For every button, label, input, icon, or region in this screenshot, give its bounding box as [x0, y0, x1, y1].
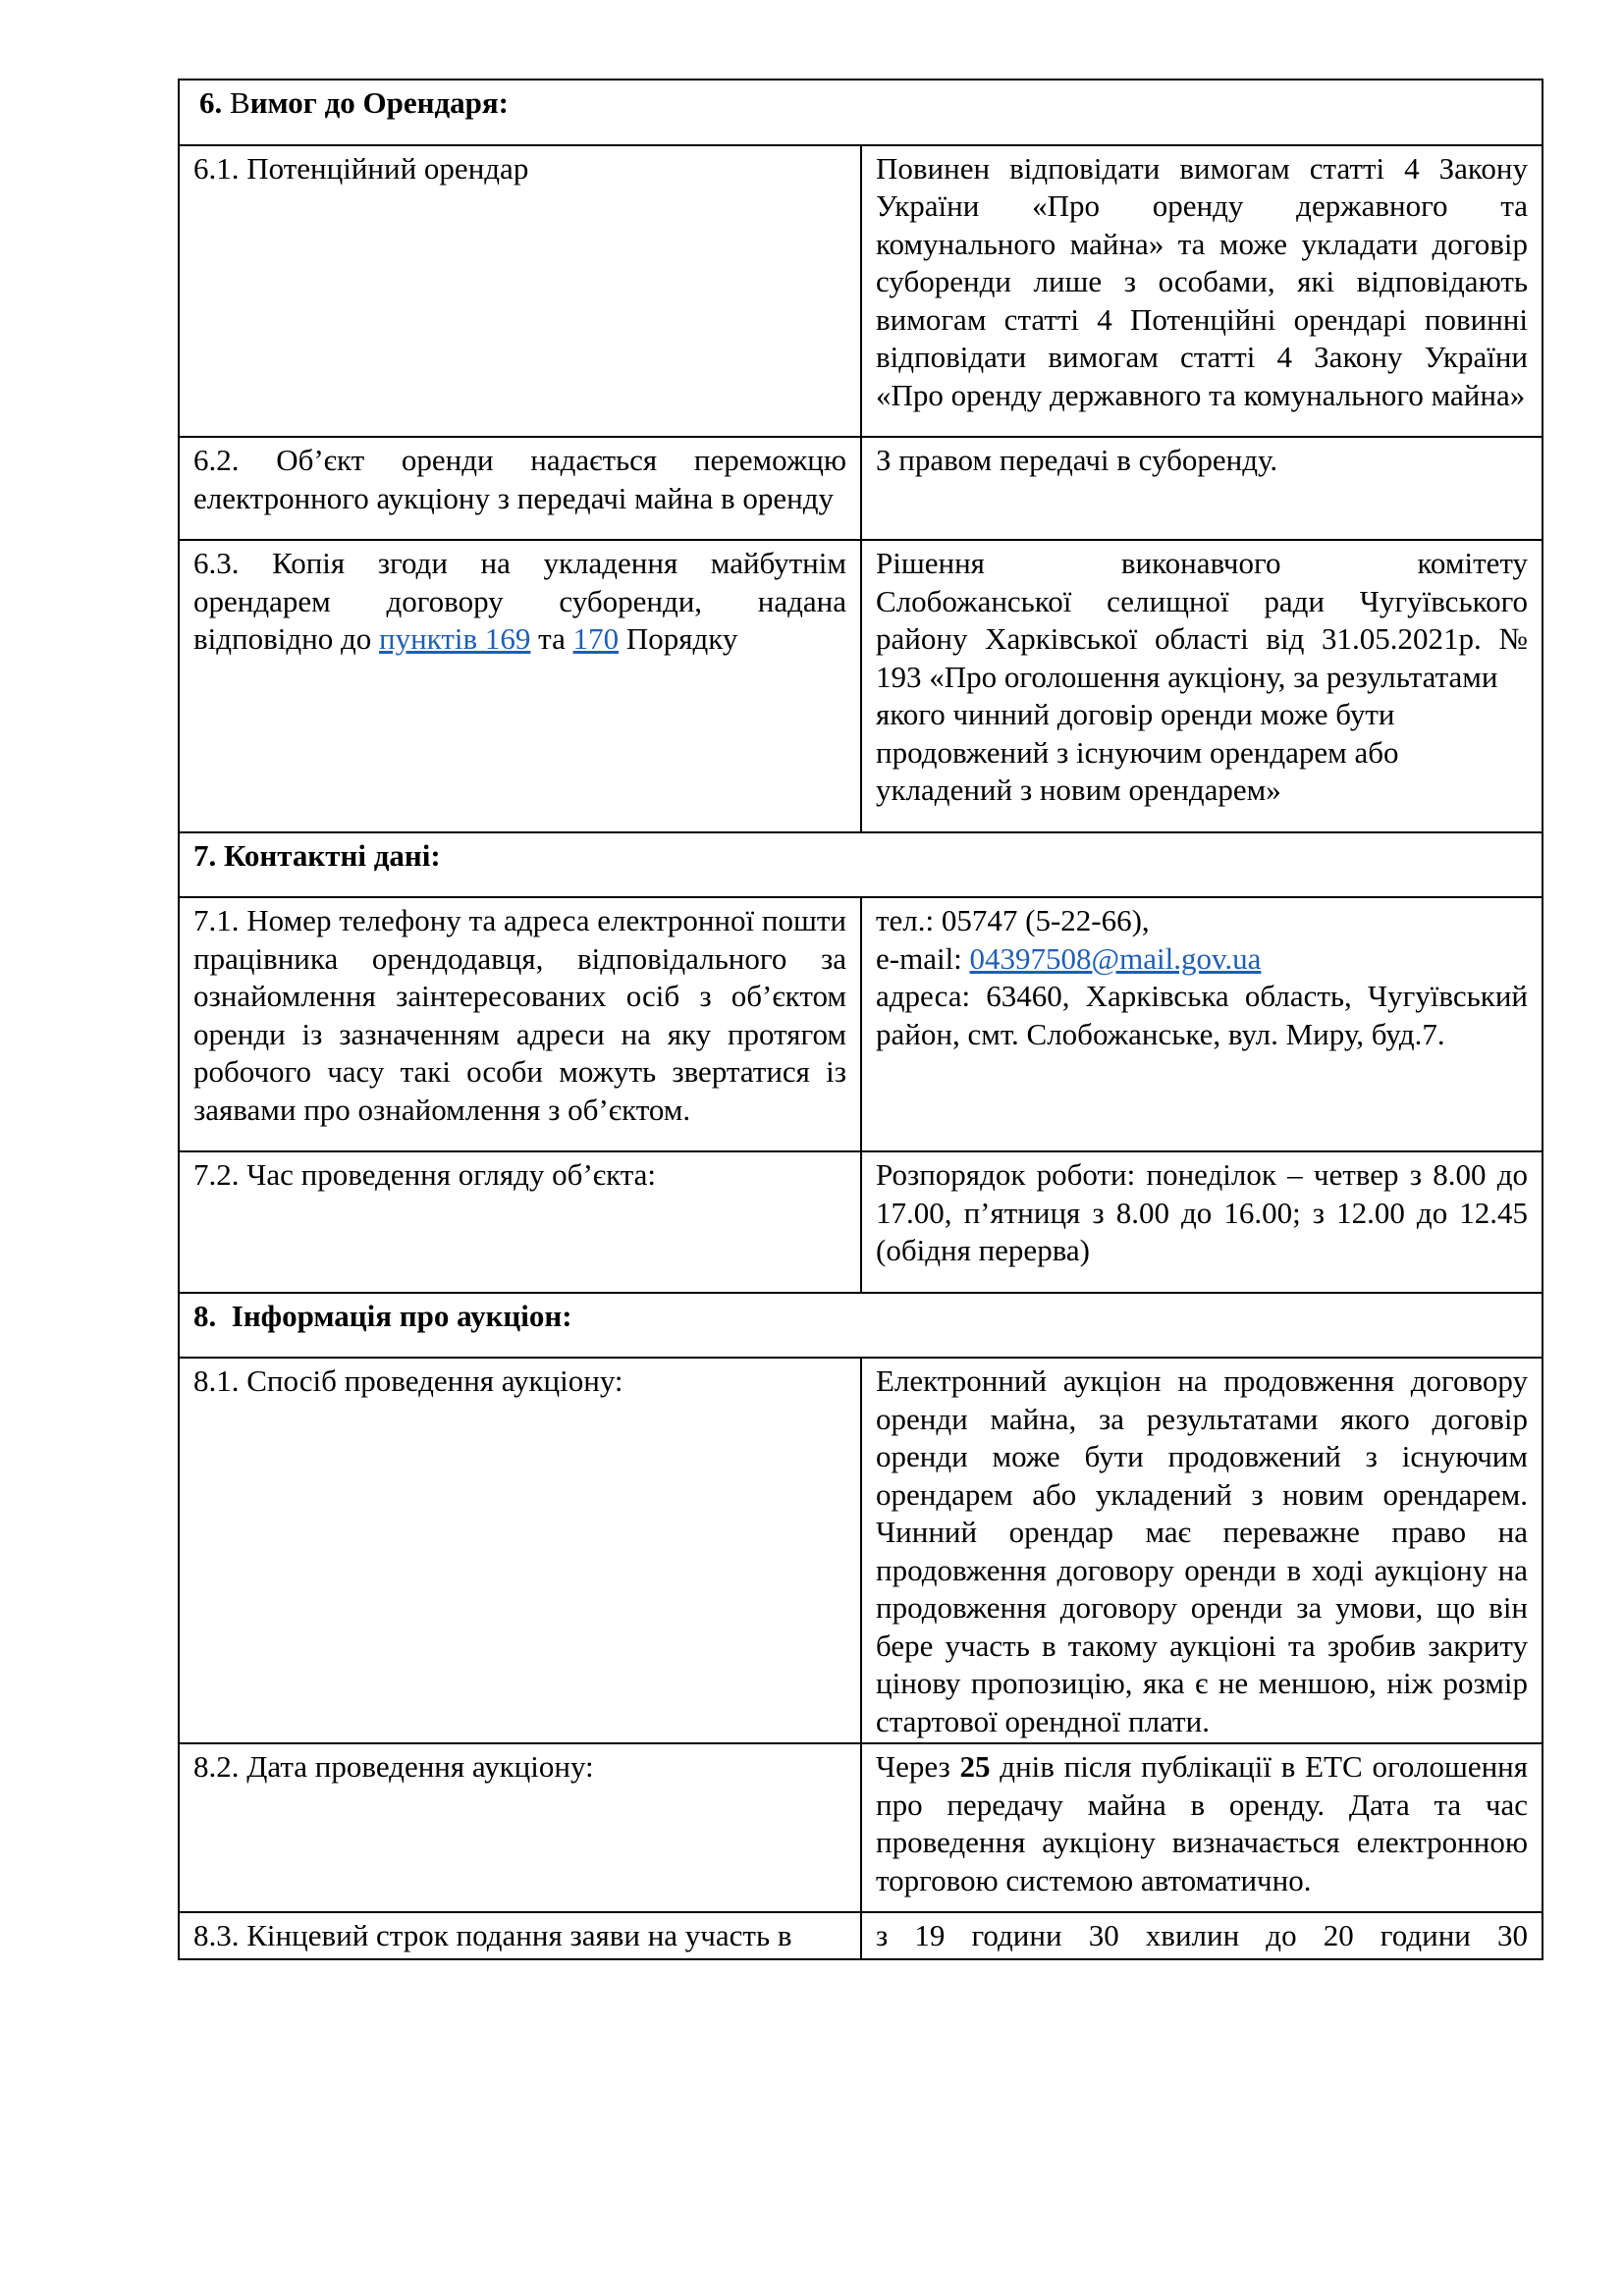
row-7-1-value: [861, 897, 1543, 1151]
row-8-2-value-post: днів після публікації в ЕТС оголошення про передачу майна в оренду. Дата та час проведення аукціону визначається електронною торговою системою автоматично.: [876, 1749, 1529, 1897]
row-8-3-label: 8.3. Кінцевий строк подання заяви на участь в: [193, 1918, 792, 1952]
section-7-header: [179, 832, 1543, 898]
row-6-3-label-start: 6.3. Копія згоди на укладення майбутнім орендарем договору суборенди, надана відповідно до: [193, 546, 846, 656]
contact-email-line: [876, 940, 1528, 979]
row-6-3-value-line2: якого чинний договір оренди може бути: [876, 697, 1395, 731]
row-6-2-value: З правом передачі в суборенду.: [861, 437, 1543, 540]
row-6-3-value-line3: продовжений з існуючим орендарем або: [876, 734, 1399, 770]
section-6-title-first-letter: В: [230, 85, 250, 120]
table-row-6-3: [179, 540, 1543, 832]
email-link[interactable]: 04397508@mail.gov.ua: [969, 940, 1262, 976]
row-8-3-value: з 19 години 30 хвилин до 20 години 30: [876, 1918, 1529, 1952]
section-8-title: Інформація про аукціон:: [231, 1298, 572, 1333]
row-7-1-label: 7.1. Номер телефону та адреса електронної пошти працівника орендодавця, відповідального за ознайомлення заінтересованих осіб з об’єктом оренди із зазначенням адреси на яку протягом робочого часу такі особи можуть звертатися із заявами про ознайомлення з об’єктом.: [179, 897, 861, 1151]
link-punktiv-169[interactable]: пунктів 169: [379, 621, 531, 656]
table-row-6-2: [179, 437, 1543, 540]
row-6-3-label-mid: та: [530, 621, 573, 656]
row-6-3-label-end: Порядку: [619, 621, 738, 656]
row-6-1-label: 6.1. Потенційний орендар: [179, 145, 861, 438]
row-6-3-value-line1: Рішення виконавчого комітету: [876, 546, 1529, 580]
row-8-2-label: 8.2. Дата проведення аукціону:: [179, 1743, 861, 1912]
auction-info-table: [178, 79, 1543, 1960]
section-6-header: [179, 80, 1543, 145]
contact-phone: тел.: 05747 (5-22-66),: [876, 903, 1150, 937]
row-8-1-label: 8.1. Спосіб проведення аукціону:: [179, 1358, 861, 1743]
section-8-number: 8.: [193, 1298, 217, 1333]
section-8-header: [179, 1293, 1543, 1359]
link-170[interactable]: 170: [572, 621, 620, 656]
table-row-6-1: [179, 145, 1543, 438]
table-row-7-1: [179, 897, 1543, 1151]
table-row-7-2: [179, 1151, 1543, 1293]
row-6-3-label: [179, 540, 861, 832]
section-7-title: 7. Контактні дані:: [179, 832, 1543, 898]
row-6-3-value-line4: укладений з новим орендарем»: [876, 773, 1281, 807]
table-row-8-1: [179, 1358, 1543, 1743]
row-6-3-value-rest: Слобожанської селищної ради Чугуївського району Харківської області від 31.05.2021р. № 193 «Про оголошення аукціону, за результатами: [876, 583, 1529, 694]
row-6-3-value: [861, 540, 1543, 832]
row-8-2-value: [861, 1743, 1543, 1912]
row-7-2-value: Розпорядок роботи: понеділок – четвер з 8.00 до 17.00, п’ятниця з 8.00 до 16.00; з 12.00 до 12.45 (обідня перерва): [861, 1151, 1543, 1293]
row-8-2-days: 25: [959, 1749, 991, 1784]
contact-address: адреса: 63460, Харківська область, Чугуївський район, смт. Слобожанське, вул. Миру, буд.7.: [876, 979, 1529, 1051]
row-8-1-value: Електронний аукціон на продовження договору оренди майна, за результатами якого договір оренди може бути продовжений з існуючим орендарем або укладений з новим орендарем. Чинний орендар має переважне право на продовження договору оренди в ході аукціону на продовження договору оренди за умови, що він бере участь в такому аукціоні та зробив закриту цінову пропозицію, яка є не меншою, ніж розмір стартової орендної плати.: [861, 1358, 1543, 1743]
row-7-2-label: 7.2. Час проведення огляду об’єкта:: [179, 1151, 861, 1293]
row-6-2-label: 6.2. Об’єкт оренди надається переможцю електронного аукціону з передачі майна в оренду: [179, 437, 861, 540]
email-prefix: e-mail:: [876, 940, 970, 976]
table-row-8-3: [179, 1912, 1543, 1959]
section-6-title: имог до Орендаря:: [249, 85, 510, 120]
row-6-1-value: Повинен відповідати вимогам статті 4 Закону України «Про оренду державного та комунального майна» та може укладати договір суборенди лише з особами, які відповідають вимогам статті 4 Потенційні орендарі повинні відповідати вимогам статті 4 Закону України «Про оренду державного та комунального майна»: [861, 145, 1543, 438]
table-row-8-2: [179, 1743, 1543, 1912]
row-8-2-value-pre: Через: [876, 1749, 960, 1784]
section-6-number: 6.: [199, 85, 223, 120]
